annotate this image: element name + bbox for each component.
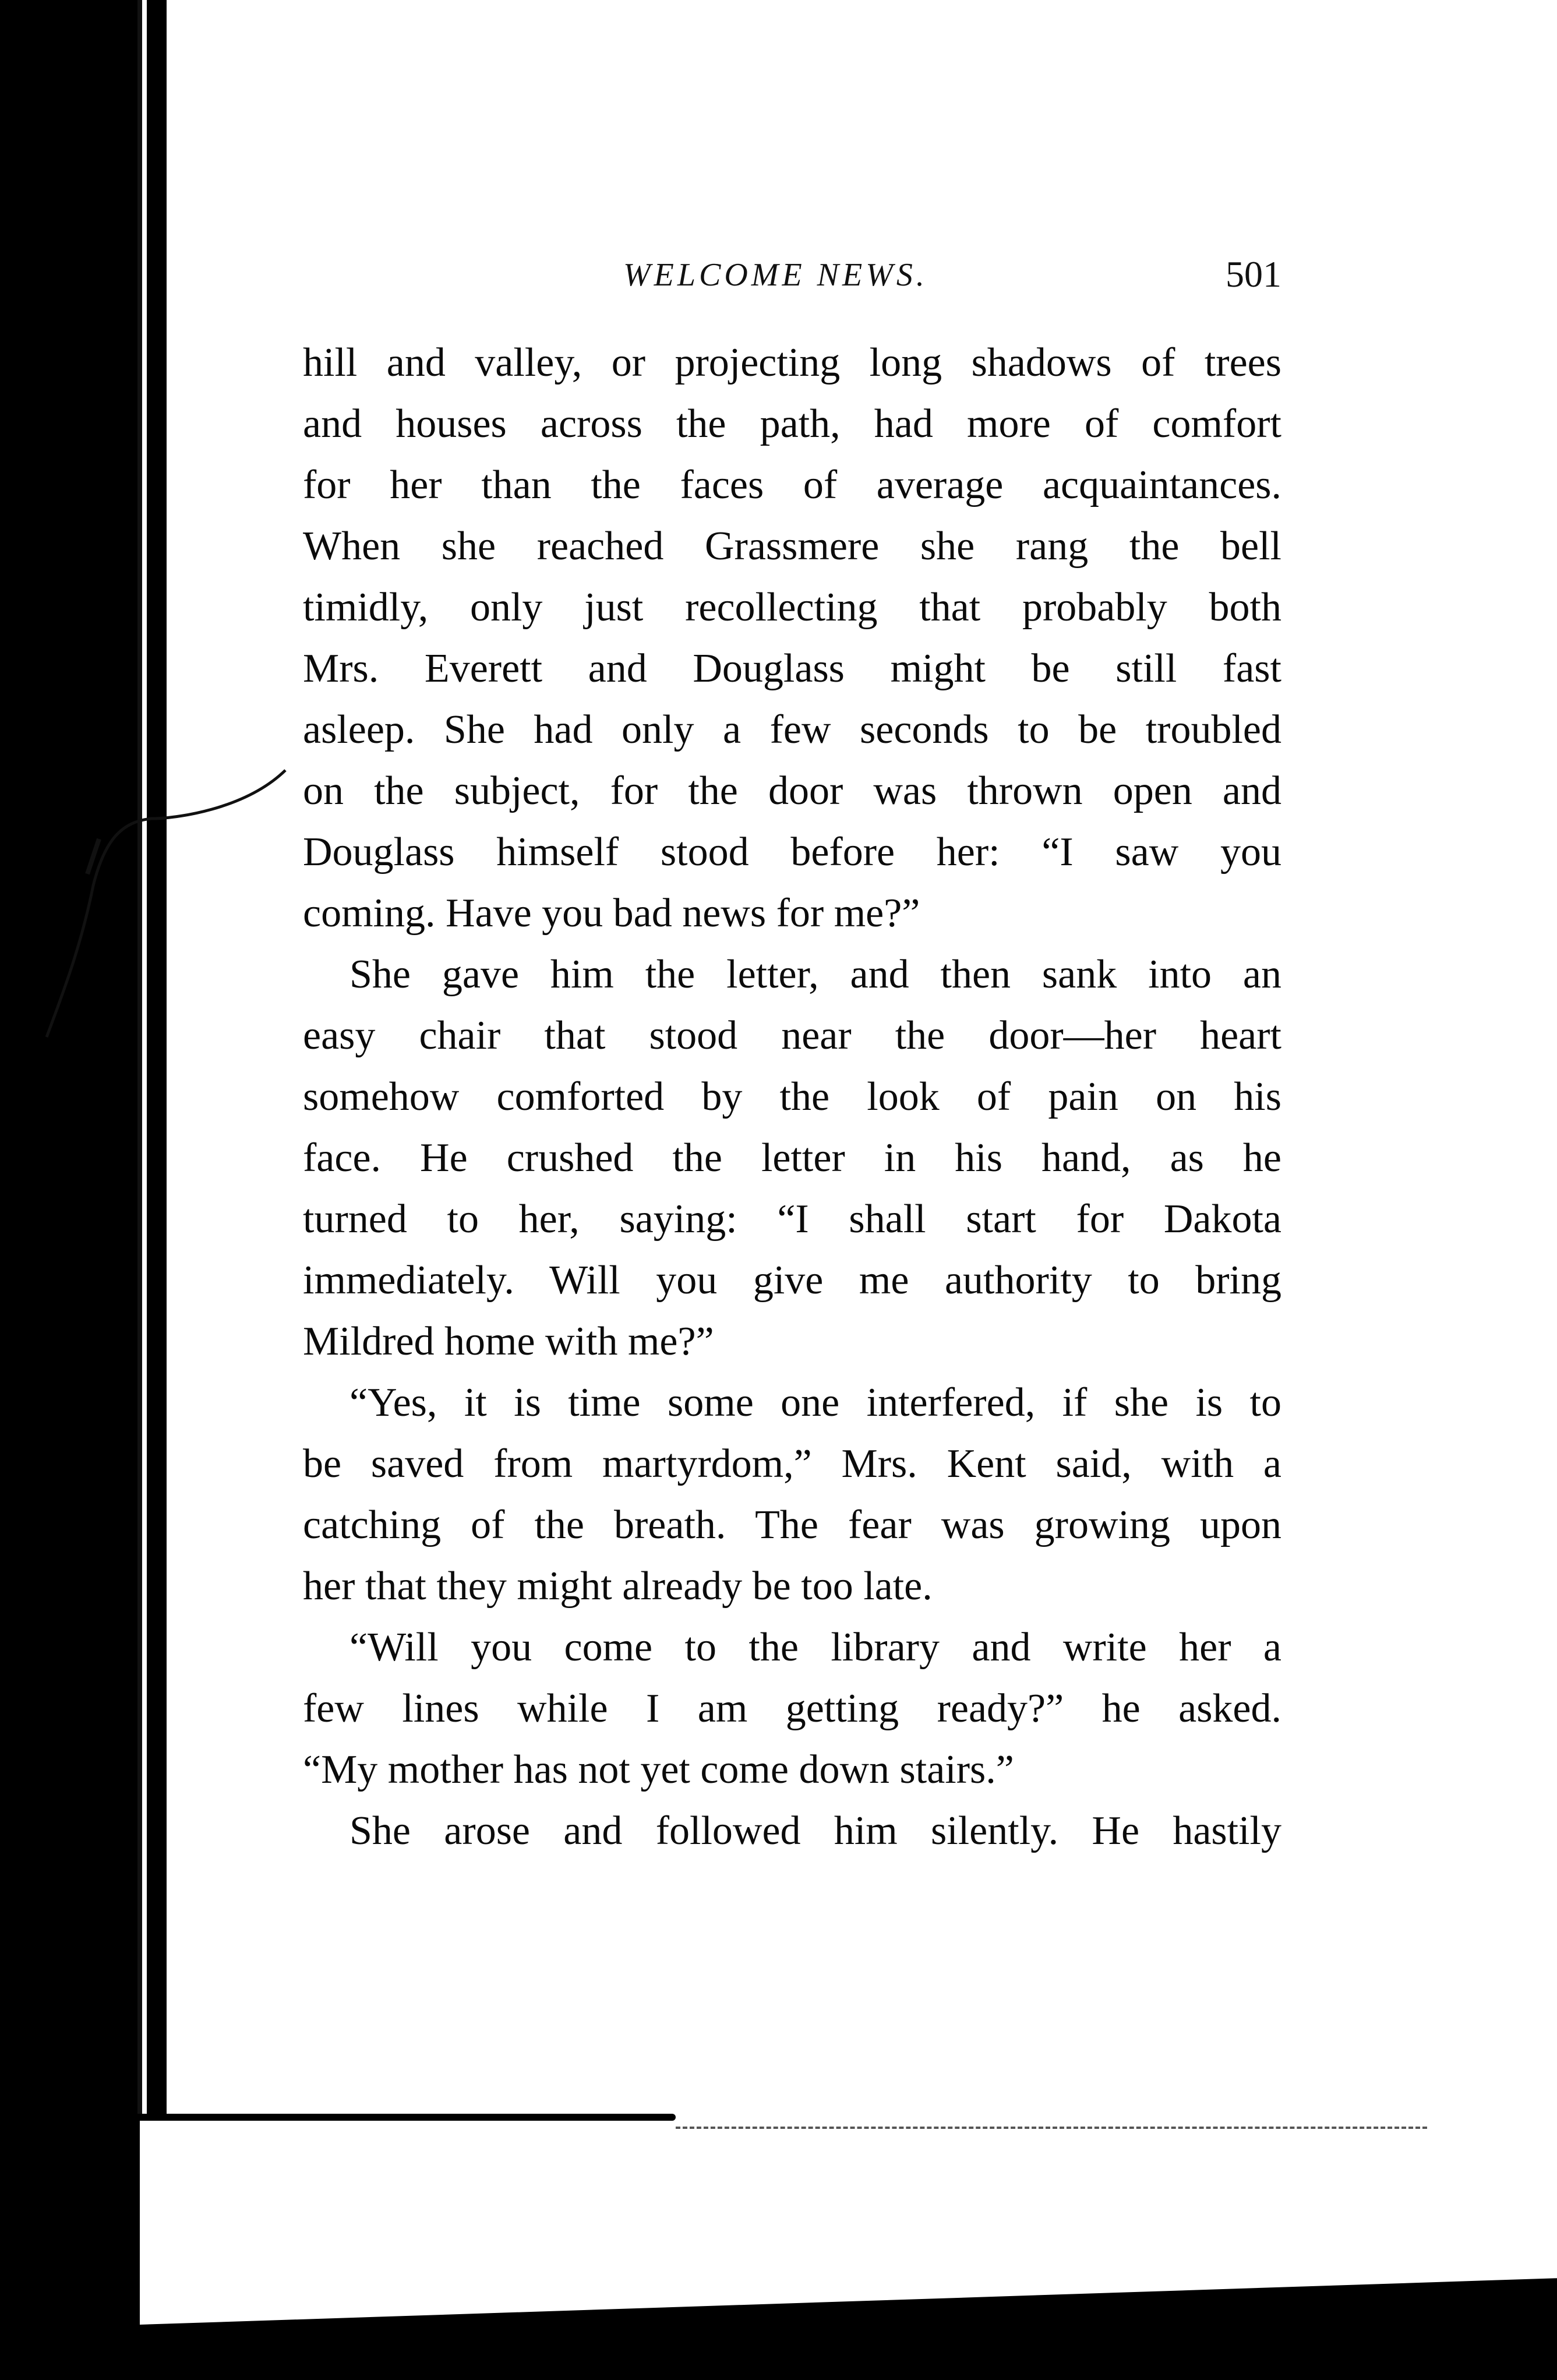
page-number: 501 (1226, 253, 1281, 295)
text-line: be saved from martyrdom,” Mrs. Kent said, with a (303, 1441, 1281, 1486)
text-line: and houses across the path, had more of comfort (303, 401, 1281, 446)
body-text (303, 332, 1281, 1861)
text-line: coming. Have you bad news for me?” (303, 891, 920, 936)
text-line: hill and valley, or projecting long shadows of trees (303, 340, 1281, 385)
text-line: on the subject, for the door was thrown open and (303, 768, 1281, 813)
bottom-rule (93, 2114, 676, 2121)
text-line: “Yes, it is time some one interfered, if she is to (349, 1380, 1281, 1425)
bottom-dashes (676, 2127, 1427, 2129)
text-line: face. He crushed the letter in his hand, as he (303, 1136, 1281, 1180)
text-line: She gave him the letter, and then sank into an (349, 952, 1281, 997)
text-line: Douglass himself stood before her: “I saw you (303, 830, 1281, 875)
text-line: catching of the breath. The fear was growing upon (303, 1503, 1281, 1547)
text-line: “My mother has not yet come down stairs.” (303, 1747, 1014, 1792)
running-header (623, 253, 1281, 297)
text-line: her that they might already be too late. (303, 1564, 933, 1609)
binding-edge (147, 0, 167, 2121)
text-line: for her than the faces of average acquaintances. (303, 463, 1281, 507)
text-line: immediately. Will you give me authority to bring (303, 1258, 1281, 1303)
text-line: somehow comforted by the look of pain on his (303, 1074, 1281, 1119)
text-line: asleep. She had only a few seconds to be troubled (303, 707, 1281, 752)
text-line: few lines while I am getting ready?” he asked. (303, 1686, 1281, 1731)
text-line: turned to her, saying: “I shall start for Dakota (303, 1197, 1281, 1242)
text-line: Mildred home with me?” (303, 1319, 714, 1364)
text-line: timidly, only just recollecting that probably both (303, 585, 1281, 630)
text-line: She arose and followed him silently. He hastily (349, 1808, 1281, 1853)
running-title: WELCOME NEWS. (623, 257, 928, 293)
text-line: Mrs. Everett and Douglass might be still fast (303, 646, 1281, 691)
text-line: When she reached Grassmere she rang the bell (303, 524, 1281, 569)
text-line: easy chair that stood near the door—her heart (303, 1013, 1281, 1058)
binding-edge-thin (137, 0, 142, 2121)
text-line: “Will you come to the library and write her a (349, 1625, 1281, 1670)
